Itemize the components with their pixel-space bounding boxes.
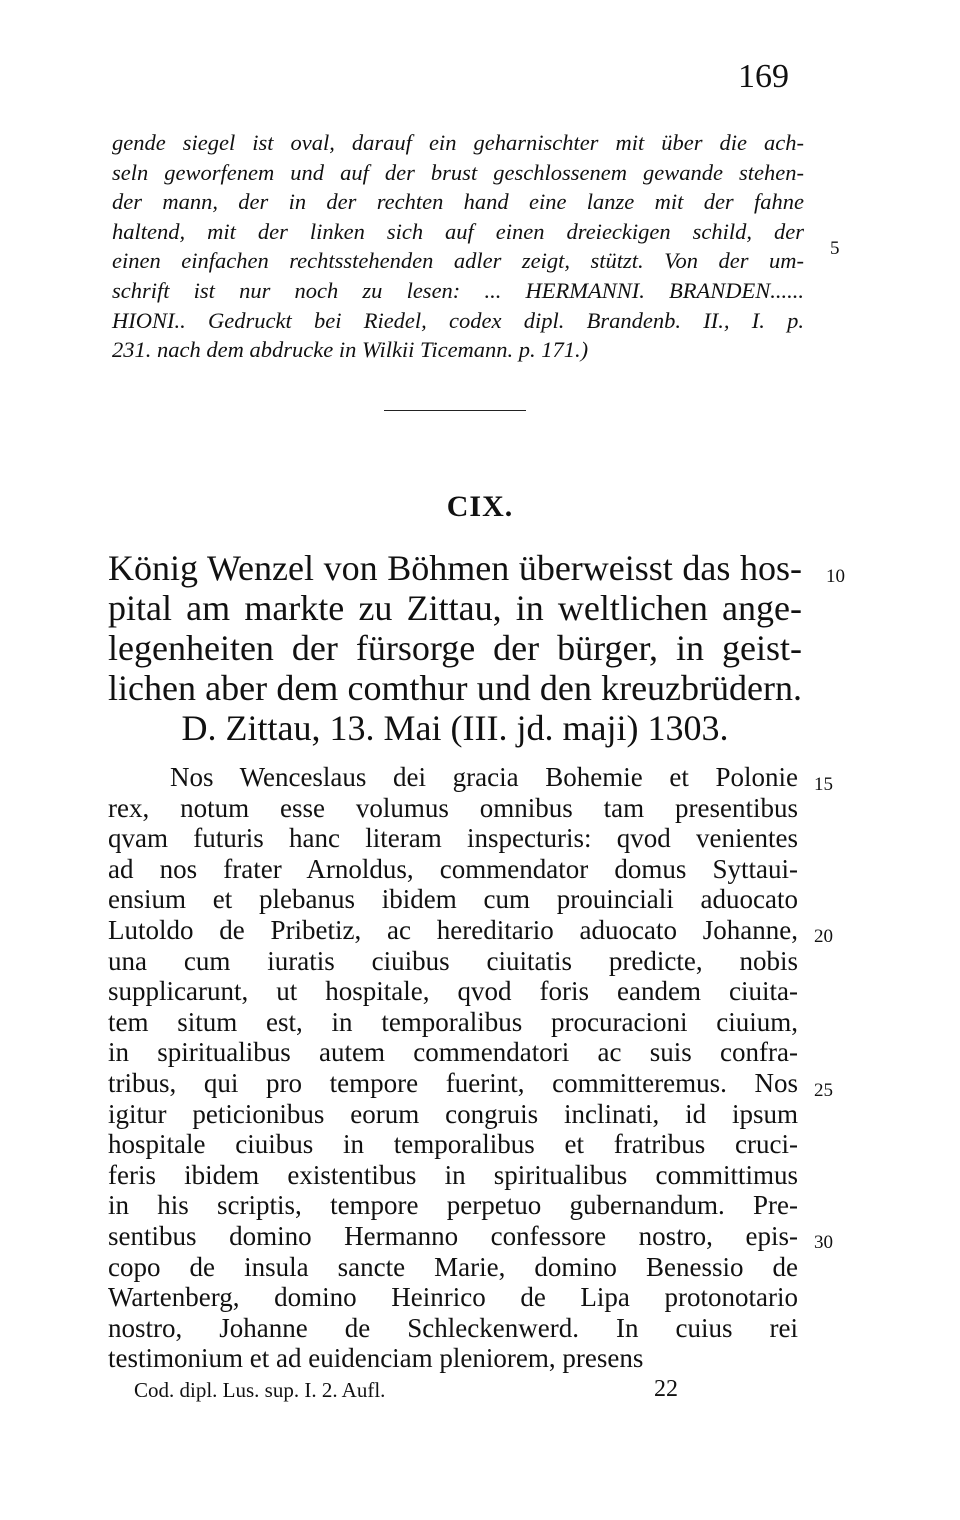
regest-line: legenheiten der fürsorge der bürger, in geist- <box>108 628 802 668</box>
text-line: in spiritualibus autem commendatori ac suis confra- <box>108 1037 798 1068</box>
text-line: tribus, qui pro tempore fuerint, committeremus. Nos <box>108 1067 798 1098</box>
footnote-line: 231. nach dem abdrucke in Wilkii Ticemann. p. 171.) <box>112 337 589 363</box>
margin-line-number: 5 <box>830 238 840 259</box>
text-line: una cum iuratis ciuibus ciuitatis predicte, nobis <box>108 945 798 976</box>
section-divider <box>384 410 526 411</box>
document-regest <box>108 548 802 748</box>
regest-line: König Wenzel von Böhmen überweisst das hos- <box>108 548 802 588</box>
text-line: hospitale ciuibus in temporalibus et fratribus cruci- <box>108 1129 798 1160</box>
text-line: igitur peticionibus eorum congruis inclinati, id ipsum <box>108 1098 798 1129</box>
footnote-line: haltend, mit der linken sich auf einen dreieckigen schild, der <box>112 218 804 244</box>
section-number: CIX. <box>446 490 514 523</box>
signature-mark: 22 <box>654 1376 678 1402</box>
text-line: copo de insula sancte Marie, domino Benessio de <box>108 1251 798 1282</box>
footnote-line: der mann, der in der rechten hand eine lanze mit der fahne <box>112 189 804 215</box>
bibliographic-footer: Cod. dipl. Lus. sup. I. 2. Aufl. <box>134 1378 386 1402</box>
text-line: Nos Wenceslaus dei gracia Bohemie et Polonie <box>170 762 798 792</box>
text-line: Wartenberg, domino Heinrico de Lipa protonotario <box>108 1282 798 1313</box>
text-line: ensium et plebanus ibidem cum prouinciali aduocato <box>108 884 798 915</box>
text-line: sentibus domino Hermanno confessore nostro, epis- <box>108 1220 798 1251</box>
text-line: nostro, Johanne de Schleckenwerd. In cuius rei <box>108 1312 798 1343</box>
charter-text <box>108 762 798 1374</box>
text-line: supplicarunt, ut hospitale, qvod foris eandem ciuita- <box>108 976 798 1007</box>
margin-line-number: 15 <box>814 774 833 795</box>
footnote-line: HIONI.. Gedruckt bei Riedel, codex dipl. Brandenb. II., I. p. <box>112 307 804 333</box>
margin-line-number: 25 <box>814 1080 833 1101</box>
text-line: qvam futuris hanc literam inspecturis: qvod venientes <box>108 823 798 854</box>
regest-line: pital am markte zu Zittau, in weltlichen ange- <box>108 588 802 628</box>
text-line: testimonium et ad euidenciam pleniorem, presens <box>108 1343 644 1374</box>
margin-line-number: 20 <box>814 926 833 947</box>
footnote-line: schrift ist nur noch zu lesen: ... HERMANNI. BRANDEN...... <box>112 277 804 303</box>
text-line: tem situm est, in temporalibus procuracioni ciuium, <box>108 1006 798 1037</box>
text-line: feris ibidem existentibus in spiritualibus committimus <box>108 1159 798 1190</box>
margin-line-number: 30 <box>814 1232 833 1253</box>
regest-date-line: D. Zittau, 13. Mai (III. jd. maji) 1303. <box>181 708 729 748</box>
footnote-line: seln geworfenem und auf der brust geschlossenem gewande stehen- <box>112 159 804 185</box>
text-line: rex, notum esse volumus omnibus tam presentibus <box>108 792 798 823</box>
footnote-continuation <box>112 128 804 365</box>
page-number: 169 <box>738 58 789 95</box>
margin-line-number: 10 <box>826 566 845 587</box>
footnote-line: gende siegel ist oval, darauf ein geharnischter mit über die ach- <box>112 130 804 155</box>
footnote-line: einen einfachen rechtsstehenden adler zeigt, stützt. Von der um- <box>112 248 804 274</box>
text-line: ad nos frater Arnoldus, commendator domus Syttaui- <box>108 853 798 884</box>
text-line: in his scriptis, tempore perpetuo gubernandum. Pre- <box>108 1190 798 1221</box>
regest-line: lichen aber dem comthur und den kreuzbrüdern. <box>108 668 802 708</box>
text-line: Lutoldo de Pribetiz, ac hereditario aduocato Johanne, <box>108 914 798 945</box>
